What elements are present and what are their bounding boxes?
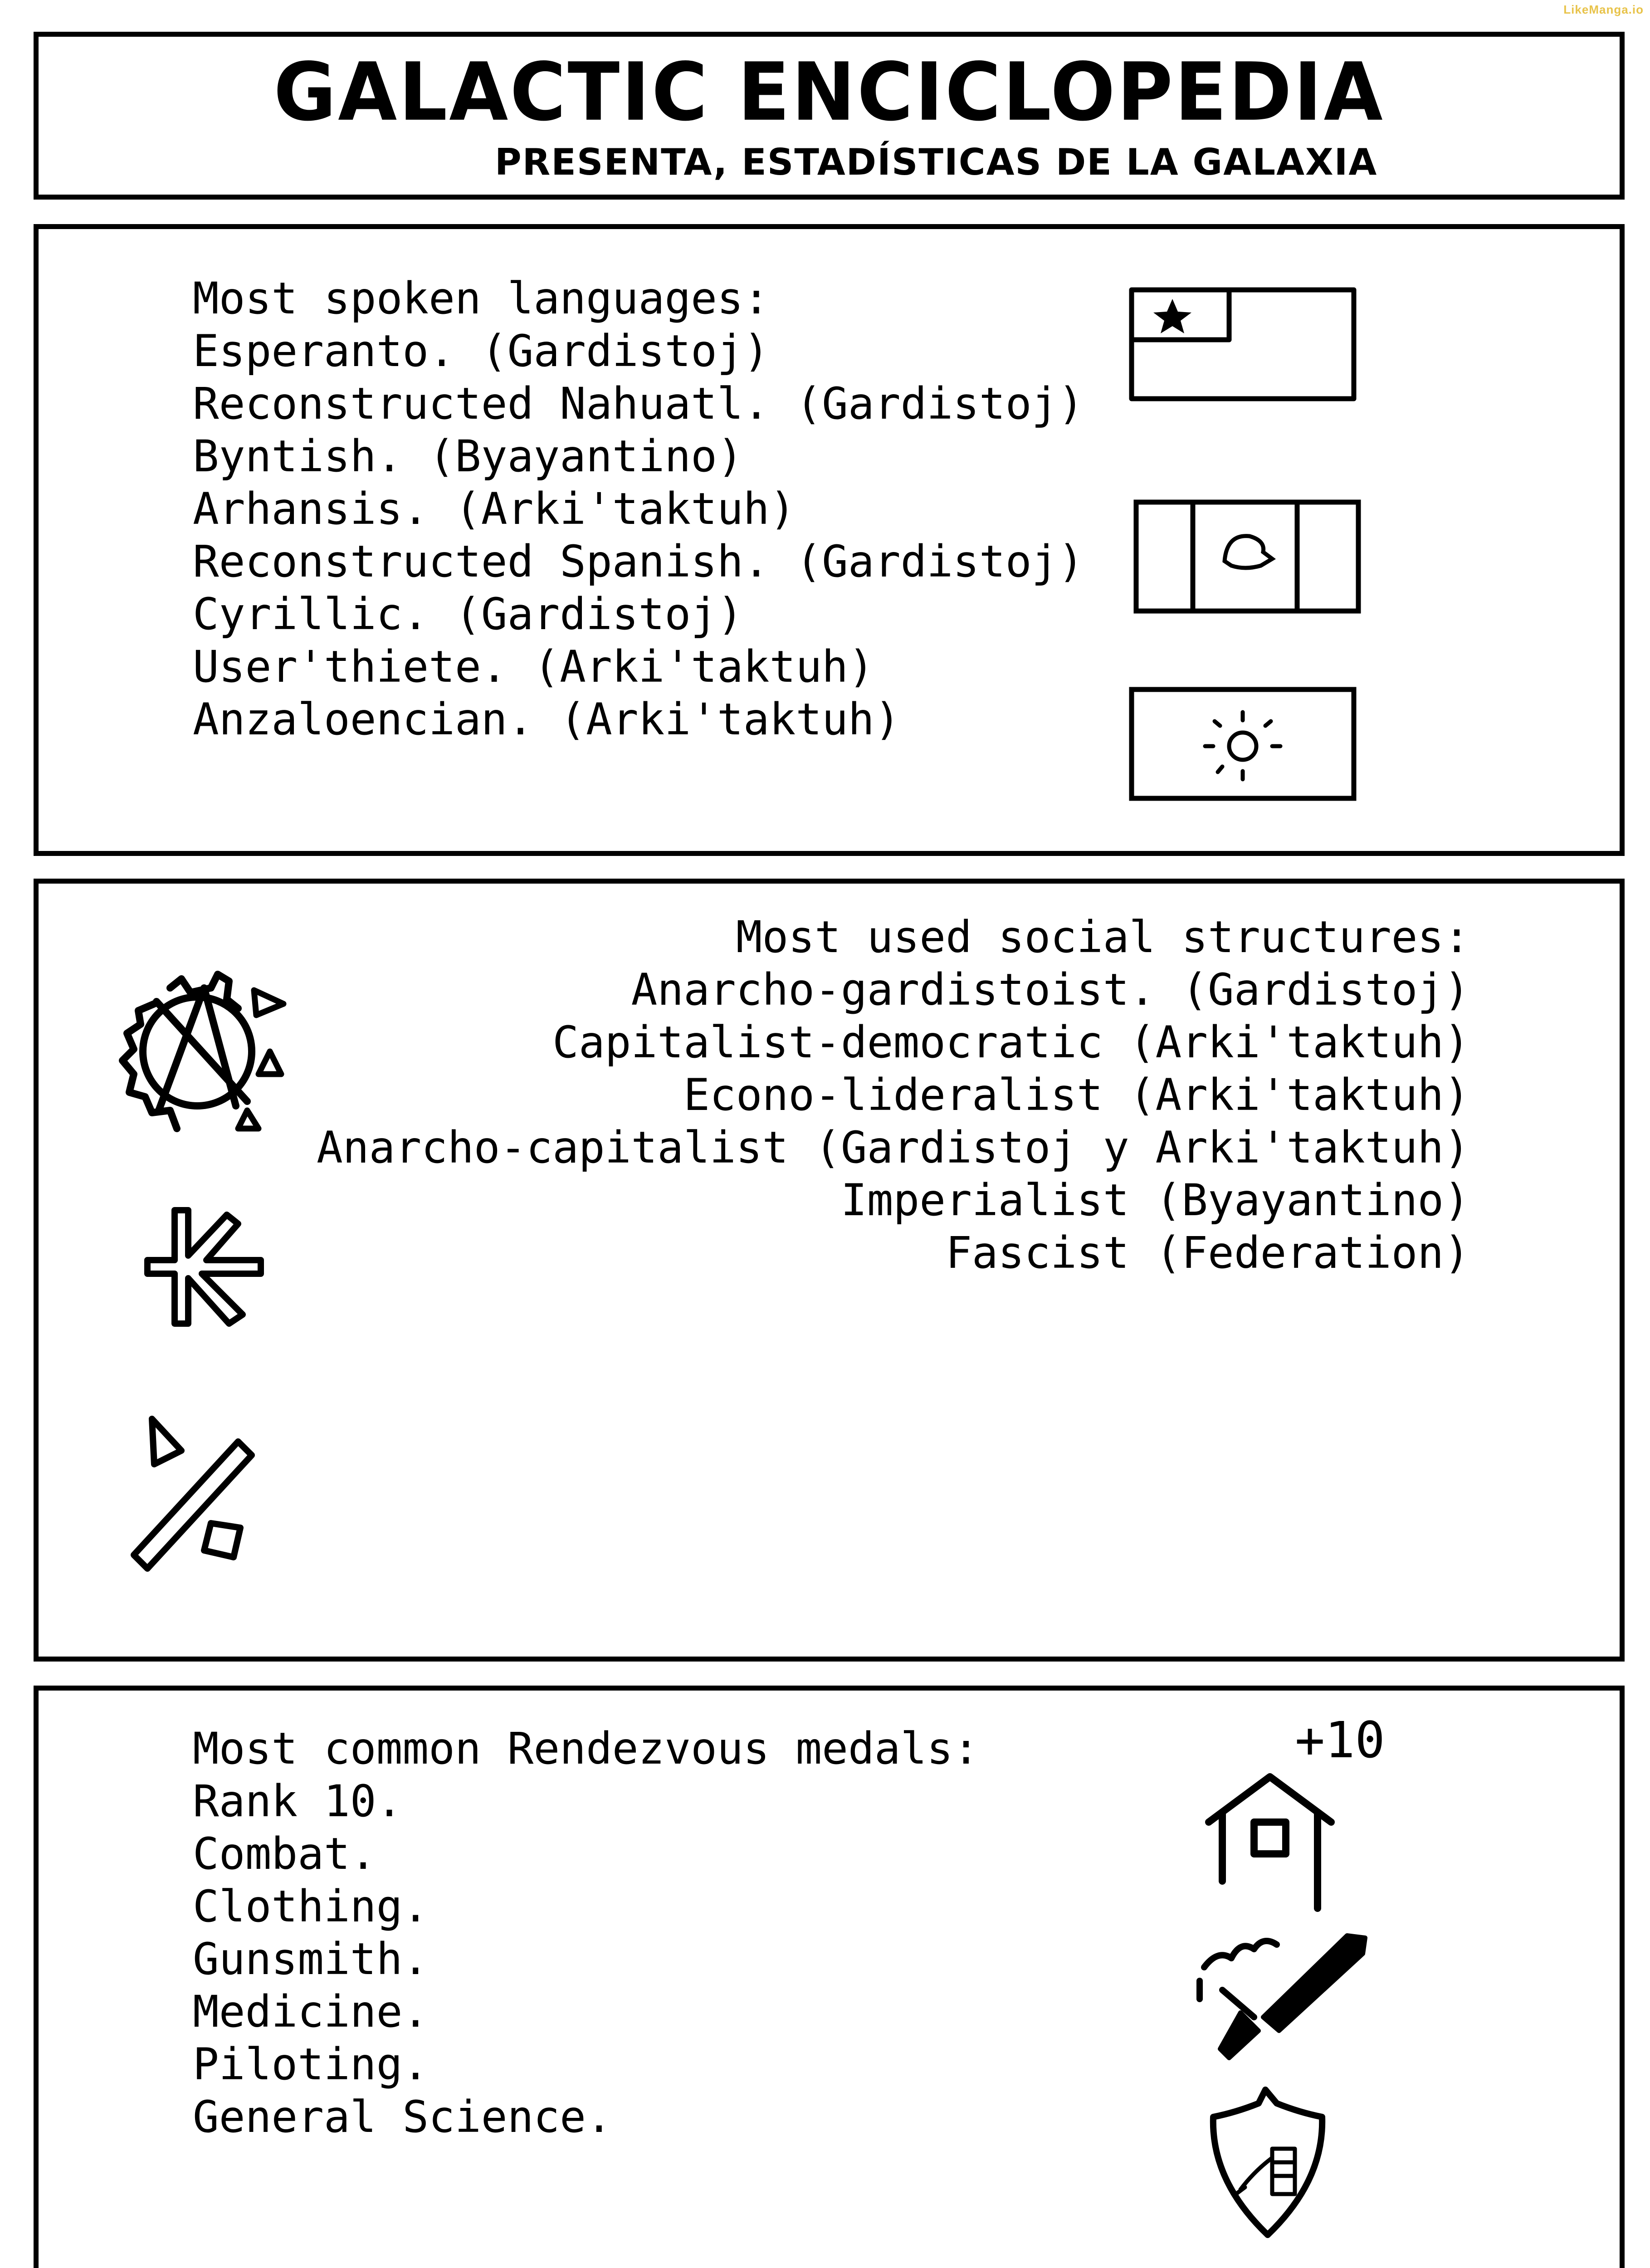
social-list-block [317, 911, 1470, 1279]
medals-heading: Most common Rendezvous medals: [193, 1723, 979, 1774]
star-flag-icon [1127, 285, 1363, 408]
medals-panel [34, 1686, 1625, 2268]
list-item: Imperialist (Byayantino) [840, 1175, 1470, 1226]
title-panel [34, 32, 1625, 200]
languages-panel [34, 224, 1625, 856]
list-item: Capitalist-democratic (Arki'taktuh) [552, 1017, 1470, 1068]
bird-flag-icon [1132, 498, 1367, 620]
list-item: Econo-lideralist (Arki'taktuh) [683, 1070, 1470, 1120]
sun-flag-icon [1127, 685, 1363, 807]
list-item: User'thiete. (Arki'taktuh) [193, 641, 874, 692]
social-list [317, 963, 1470, 1279]
medals-list [193, 1775, 979, 2143]
list-item: Byntish. (Byayantino) [193, 431, 743, 482]
list-item: Rank 10. [193, 1776, 403, 1827]
list-item: Reconstructed Nahuatl. (Gardistoj) [193, 378, 1084, 429]
arrows-emblem-icon [129, 1192, 283, 1346]
list-item: Arhansis. (Arki'taktuh) [193, 484, 796, 534]
page-title: GALACTIC ENCICLOPEDIA [273, 45, 1385, 139]
list-item: Medicine. [193, 1986, 429, 2037]
watermark: LikeManga.io [1563, 3, 1644, 16]
list-item: Anarcho-gardistoist. (Gardistoj) [631, 964, 1470, 1015]
list-item: Reconstructed Spanish. (Gardistoj) [193, 536, 1084, 587]
list-item: General Science. [193, 2092, 612, 2142]
list-item: Gunsmith. [193, 1934, 429, 1984]
sword-combat-icon [1191, 1922, 1390, 2072]
list-item: Piloting. [193, 2039, 429, 2090]
list-item: Clothing. [193, 1881, 429, 1932]
list-item: Esperanto. (Gardistoj) [193, 326, 770, 376]
list-item: Anarcho-capitalist (Gardistoj y Arki'taktuh) [316, 1122, 1470, 1173]
list-item: Fascist (Federation) [946, 1227, 1470, 1278]
list-item: Anzaloencian. (Arki'taktuh) [193, 694, 901, 745]
rank-badge: +10 [1295, 1711, 1385, 1769]
anarchy-gear-icon [102, 961, 302, 1160]
shield-quill-icon [1204, 2081, 1340, 2253]
social-heading: Most used social structures: [736, 912, 1470, 963]
slash-shapes-icon [116, 1405, 288, 1587]
page-subtitle: PRESENTA, ESTADÍSTICAS DE LA GALAXIA [495, 141, 1378, 183]
house-rank-icon [1204, 1759, 1367, 1913]
languages-heading: Most spoken languages: [193, 273, 770, 324]
languages-list-block [193, 272, 1084, 746]
social-structures-panel [34, 879, 1625, 1662]
list-item: Combat. [193, 1828, 376, 1879]
languages-list [193, 325, 1084, 746]
medals-list-block [193, 1722, 979, 2143]
list-item: Cyrillic. (Gardistoj) [193, 589, 743, 640]
